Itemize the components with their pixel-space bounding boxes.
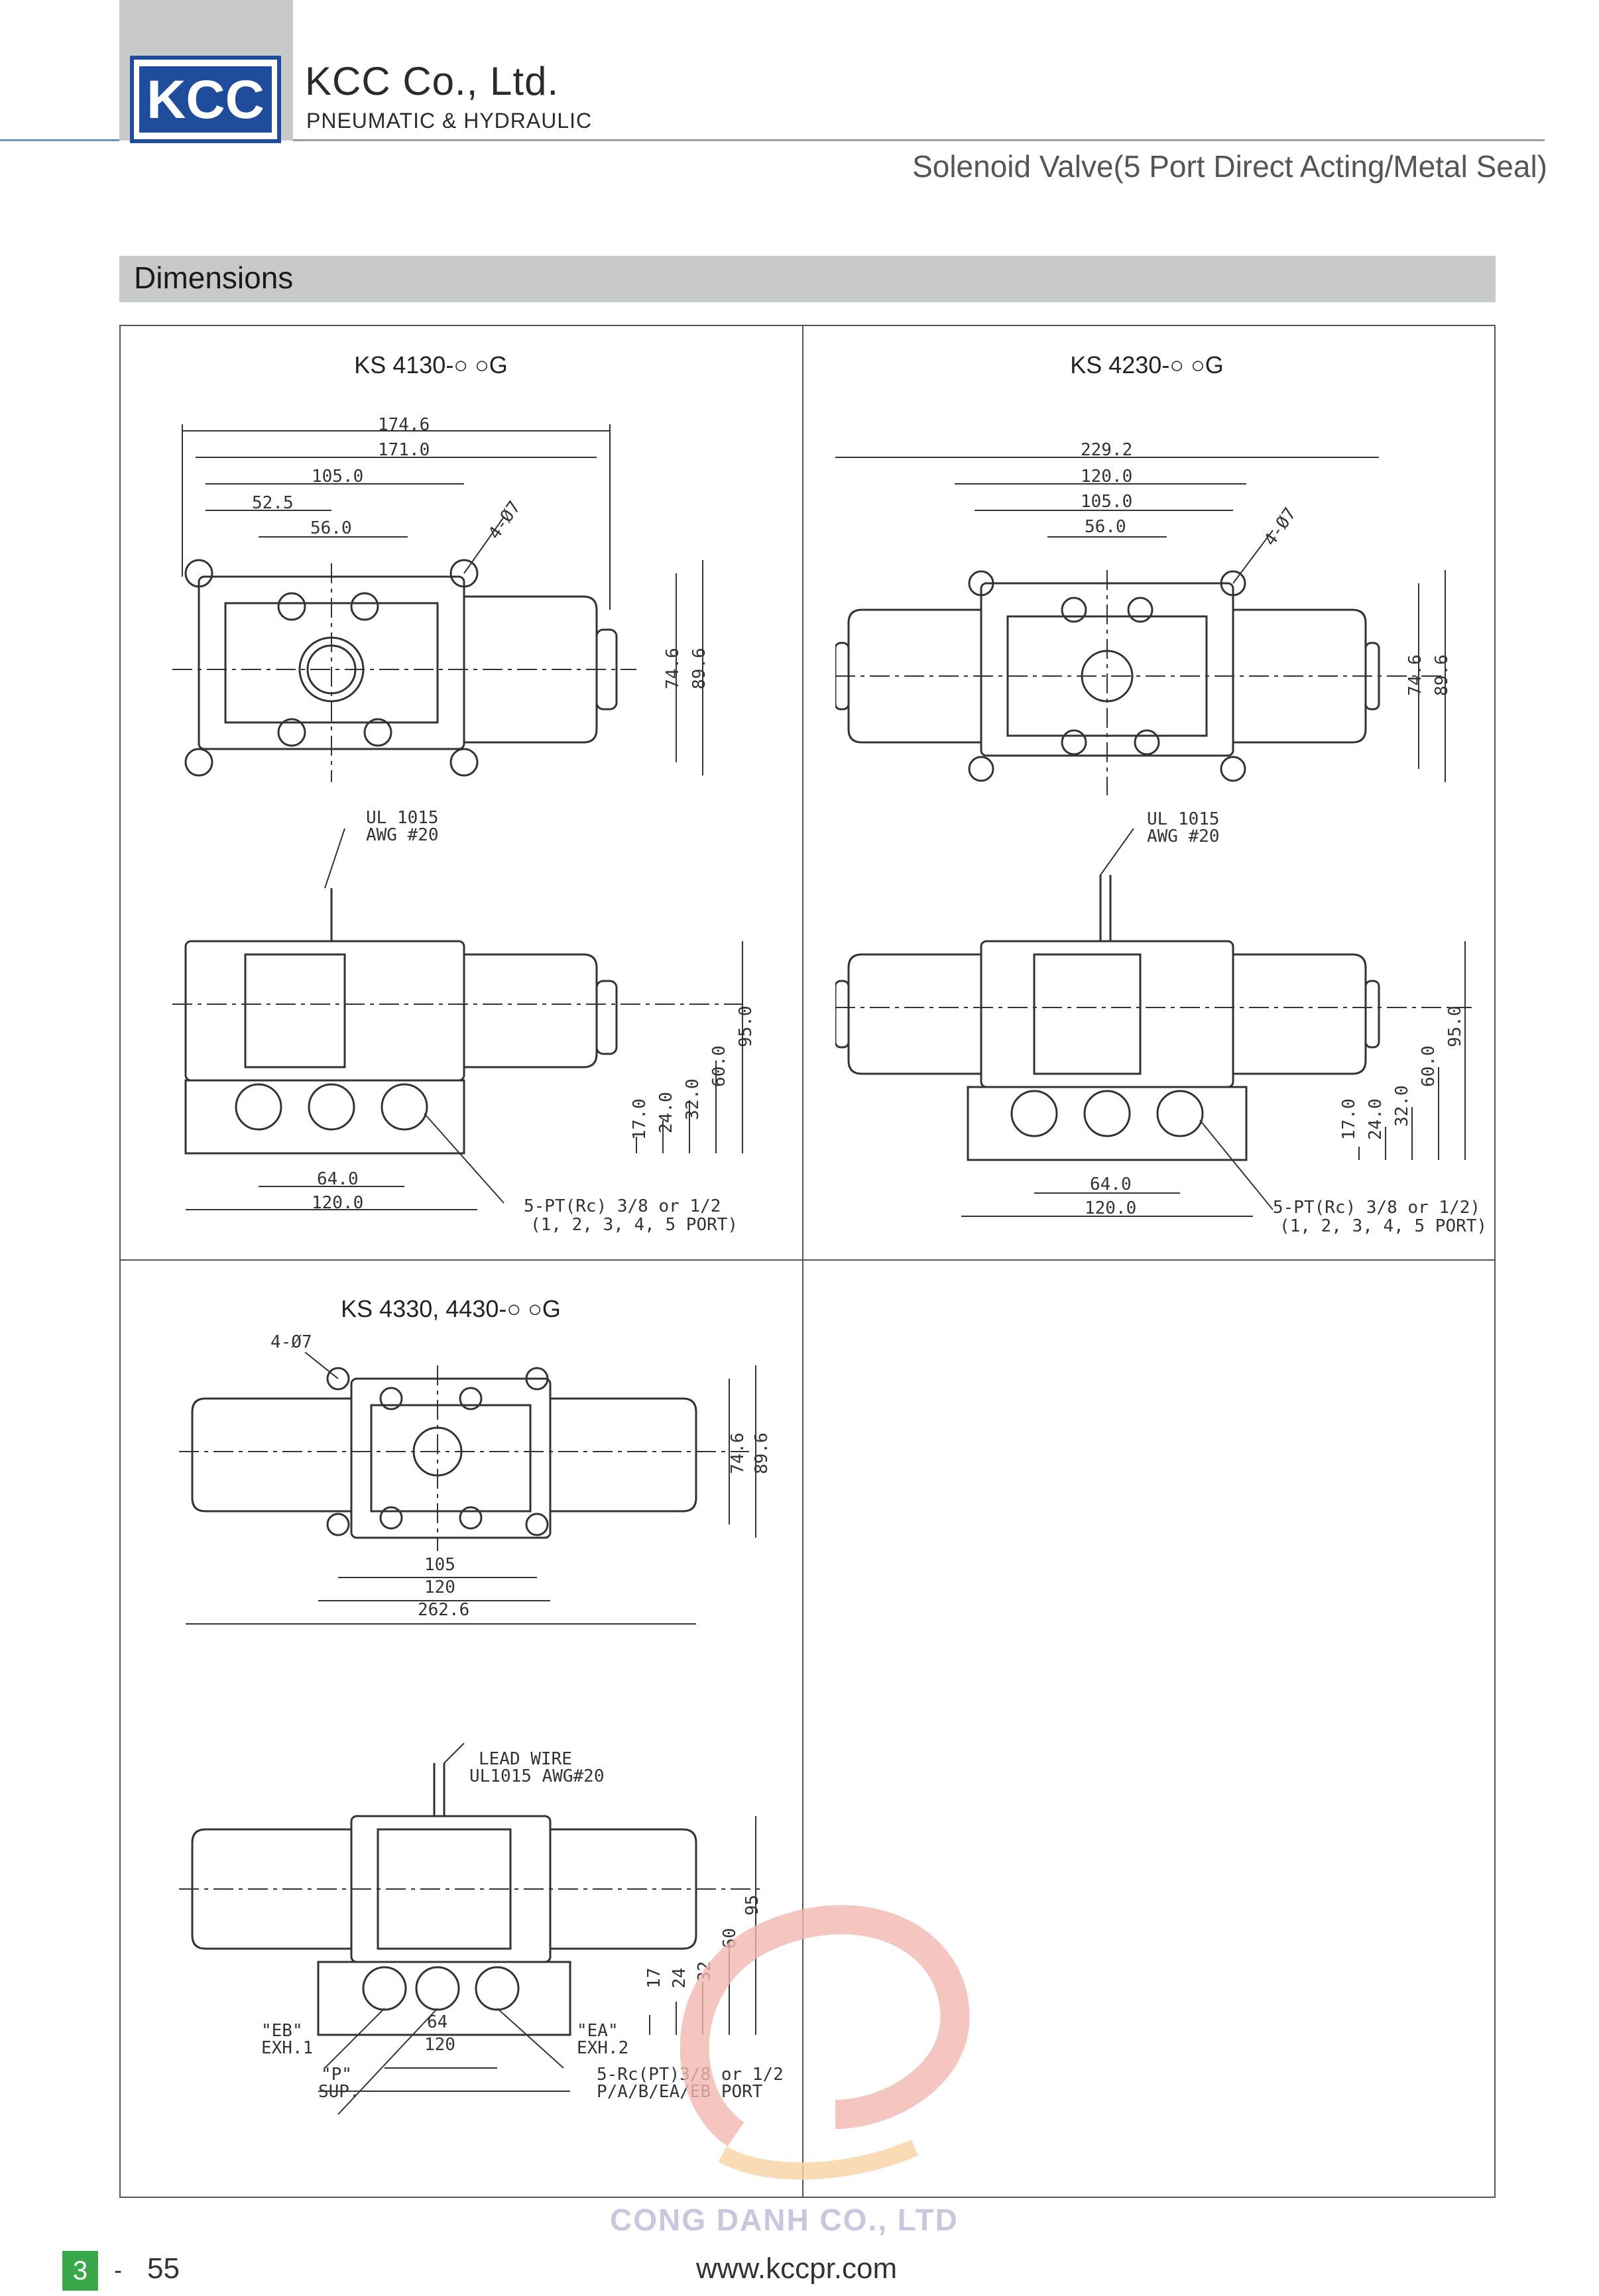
p3-callout-eb: "EB" bbox=[261, 2021, 303, 2041]
p3-dim-105: 105 bbox=[424, 1555, 455, 1575]
section-bar bbox=[119, 256, 1496, 302]
p2-wire-spec-1: UL 1015 bbox=[1147, 809, 1220, 829]
p3-dim-262-6: 262.6 bbox=[418, 1600, 470, 1620]
p2-dim-17: 17.0 bbox=[1339, 1098, 1359, 1140]
p1-dim-89-6: 89.6 bbox=[689, 648, 709, 689]
kcc-logo bbox=[130, 56, 281, 143]
p2-dim-24: 24.0 bbox=[1366, 1098, 1386, 1140]
page-separator: - bbox=[114, 2256, 122, 2283]
p2-port-note-1: 5-PT(Rc) 3/8 or 1/2) bbox=[1273, 1198, 1481, 1218]
p1-dim-56: 56.0 bbox=[310, 518, 352, 538]
website-link[interactable]: www.kccpr.com bbox=[696, 2252, 898, 2285]
p1-dim-17: 17.0 bbox=[630, 1098, 650, 1140]
p3-dim-89-6: 89.6 bbox=[752, 1432, 772, 1474]
p3-dim-60: 60 bbox=[720, 1927, 740, 1949]
p1-dim-95: 95.0 bbox=[736, 1005, 756, 1047]
p2-model-title: KS 4230-○ ○G bbox=[1070, 351, 1224, 378]
p1-dim-74-6: 74.6 bbox=[663, 648, 683, 689]
p1-model-title: KS 4130-○ ○G bbox=[354, 351, 508, 378]
p2-port-note-2: (1, 2, 3, 4, 5 PORT) bbox=[1279, 1216, 1488, 1236]
p3-dim-95: 95 bbox=[742, 1894, 762, 1916]
p3-dim-32: 32 bbox=[695, 1961, 715, 1982]
p1-dim-32: 32.0 bbox=[683, 1078, 703, 1120]
p3-dim-120: 120 bbox=[424, 1578, 455, 1597]
p1-dim-24: 24.0 bbox=[656, 1092, 676, 1133]
p3-dim-64: 64 bbox=[427, 2012, 448, 2032]
p2-dim-120b: 120.0 bbox=[1085, 1198, 1137, 1218]
p2-hole-label: 4-Ø7 bbox=[1260, 504, 1301, 550]
p3-dim-74-6: 74.6 bbox=[728, 1432, 748, 1474]
p3-hole-label: 4-Ø7 bbox=[270, 1332, 312, 1352]
p3-port-note-1: 5-Rc(PT)3/8 or 1/2 bbox=[597, 2065, 784, 2085]
p1-dim-64: 64.0 bbox=[317, 1169, 359, 1189]
p1-dim-60: 60.0 bbox=[709, 1045, 729, 1087]
p2-dim-60: 60.0 bbox=[1419, 1045, 1439, 1087]
p3-callout-exh1: EXH.1 bbox=[261, 2038, 314, 2058]
p1-dim-52-5: 52.5 bbox=[252, 493, 294, 513]
p3-callout-exh2: EXH.2 bbox=[577, 2038, 629, 2058]
page-number: 55 bbox=[147, 2252, 180, 2285]
p1-hole-label: 4-Ø7 bbox=[485, 497, 525, 544]
p2-dim-64: 64.0 bbox=[1090, 1175, 1132, 1194]
p1-dim-120: 120.0 bbox=[312, 1193, 364, 1213]
p2-dim-74-6: 74.6 bbox=[1405, 654, 1425, 696]
p1-dim-105: 105.0 bbox=[312, 467, 364, 487]
page-subtitle: Solenoid Valve(5 Port Direct Acting/Metal Seal) bbox=[912, 149, 1547, 184]
p3-callout-sup: SUP. bbox=[318, 2082, 360, 2102]
logo-text: KCC bbox=[147, 70, 265, 130]
p2-dim-89-6: 89.6 bbox=[1432, 654, 1452, 696]
header-rule-left bbox=[0, 139, 119, 141]
company-tagline: PNEUMATIC & HYDRAULIC bbox=[306, 109, 593, 133]
p1-dim-171: 171.0 bbox=[378, 440, 430, 460]
header-rule-right bbox=[293, 139, 1545, 141]
p2-wire-spec-2: AWG #20 bbox=[1147, 827, 1220, 846]
p2-dim-95: 95.0 bbox=[1445, 1005, 1465, 1047]
p3-dim-24: 24 bbox=[670, 1967, 689, 1988]
watermark-logo bbox=[636, 1896, 1008, 2201]
p3-port-note-2: P/A/B/EA/EB PORT bbox=[597, 2082, 763, 2102]
p3-dim-120b: 120 bbox=[424, 2035, 455, 2055]
p2-dim-105: 105.0 bbox=[1081, 492, 1133, 512]
kcc-logo-icon bbox=[134, 60, 277, 139]
p3-wire-spec-1: LEAD WIRE bbox=[479, 1749, 572, 1769]
p2-dim-32: 32.0 bbox=[1392, 1085, 1412, 1127]
p3-wire-spec-2: UL1015 AWG#20 bbox=[469, 1766, 605, 1786]
p2-dim-229-2: 229.2 bbox=[1081, 440, 1133, 460]
p2-dim-120: 120.0 bbox=[1081, 467, 1133, 487]
p1-drawing bbox=[172, 411, 769, 1259]
company-name: KCC Co., Ltd. bbox=[305, 59, 560, 103]
p3-callout-p: "P" bbox=[321, 2065, 352, 2085]
p1-port-note-2: (1, 2, 3, 4, 5 PORT) bbox=[530, 1215, 739, 1235]
section-title: Dimensions bbox=[134, 260, 294, 295]
p3-callout-ea: "EA" bbox=[577, 2021, 619, 2041]
watermark-text: CONG DANH CO., LTD bbox=[610, 2203, 959, 2237]
p1-wire-spec-2: AWG #20 bbox=[366, 825, 439, 845]
p3-dim-17: 17 bbox=[644, 1967, 664, 1988]
p1-dim-174-6: 174.6 bbox=[378, 415, 430, 435]
p1-port-note-1: 5-PT(Rc) 3/8 or 1/2 bbox=[524, 1196, 721, 1216]
p3-model-title: KS 4330, 4430-○ ○G bbox=[341, 1295, 561, 1322]
frame-divider-horizontal bbox=[119, 1259, 1496, 1261]
p1-wire-spec-1: UL 1015 bbox=[366, 808, 439, 828]
p2-dim-56: 56.0 bbox=[1085, 517, 1126, 537]
chapter-badge: 3 bbox=[62, 2251, 98, 2291]
